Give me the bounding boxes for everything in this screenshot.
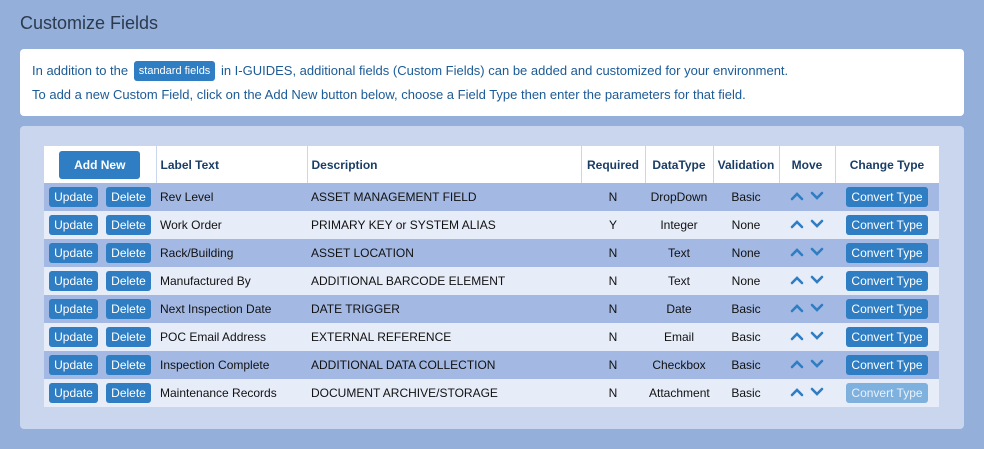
table-row xyxy=(44,351,939,379)
cell-validation: Basic xyxy=(713,323,779,351)
cell-change-type xyxy=(835,351,939,379)
update-button[interactable]: Update xyxy=(49,271,98,291)
chevron-down-icon[interactable] xyxy=(810,275,824,285)
cell-required: N xyxy=(581,295,645,323)
update-button[interactable]: Update xyxy=(49,383,98,403)
update-button[interactable]: Update xyxy=(49,327,98,347)
delete-button[interactable]: Delete xyxy=(106,327,151,347)
header-datatype: DataType xyxy=(645,146,713,183)
table-body xyxy=(44,183,939,407)
header-label-text: Label Text xyxy=(156,146,307,183)
cell-validation: Basic xyxy=(713,351,779,379)
custom-fields-table xyxy=(44,146,940,407)
cell-change-type xyxy=(835,267,939,295)
convert-type-button[interactable]: Convert Type xyxy=(846,215,927,235)
header-description: Description xyxy=(307,146,581,183)
row-actions xyxy=(44,351,156,379)
delete-button[interactable]: Delete xyxy=(106,215,151,235)
cell-description: ASSET LOCATION xyxy=(307,239,581,267)
cell-move xyxy=(779,379,835,407)
cell-label-text: Next Inspection Date xyxy=(156,295,307,323)
table-row xyxy=(44,211,939,239)
info-line-1 xyxy=(32,61,952,85)
delete-button[interactable]: Delete xyxy=(106,187,151,207)
cell-datatype: Text xyxy=(645,267,713,295)
cell-description: ASSET MANAGEMENT FIELD xyxy=(307,183,581,211)
update-button[interactable]: Update xyxy=(49,215,98,235)
chevron-down-icon[interactable] xyxy=(810,219,824,229)
table-row xyxy=(44,267,939,295)
cell-required: N xyxy=(581,379,645,407)
table-header-row xyxy=(44,146,939,183)
cell-required: N xyxy=(581,323,645,351)
add-new-button[interactable]: Add New xyxy=(59,151,140,179)
cell-move xyxy=(779,295,835,323)
cell-datatype: Integer xyxy=(645,211,713,239)
convert-type-button[interactable]: Convert Type xyxy=(846,383,927,403)
table-row xyxy=(44,379,939,407)
cell-description: ADDITIONAL BARCODE ELEMENT xyxy=(307,267,581,295)
info-line-1-suffix: in I-GUIDES, additional fields (Custom Fields) can be added and customized for your environment. xyxy=(220,63,789,78)
cell-description: DATE TRIGGER xyxy=(307,295,581,323)
row-actions xyxy=(44,323,156,351)
chevron-up-icon[interactable] xyxy=(790,359,804,369)
cell-label-text: Rev Level xyxy=(156,183,307,211)
cell-datatype: Email xyxy=(645,323,713,351)
chevron-down-icon[interactable] xyxy=(810,247,824,257)
row-actions xyxy=(44,267,156,295)
cell-change-type xyxy=(835,379,939,407)
cell-validation: None xyxy=(713,267,779,295)
table-row xyxy=(44,239,939,267)
header-required: Required xyxy=(581,146,645,183)
info-panel xyxy=(20,49,964,116)
cell-datatype: DropDown xyxy=(645,183,713,211)
delete-button[interactable]: Delete xyxy=(106,271,151,291)
standard-fields-button[interactable]: standard fields xyxy=(134,61,216,81)
cell-required: N xyxy=(581,183,645,211)
cell-description: PRIMARY KEY or SYSTEM ALIAS xyxy=(307,211,581,239)
header-move: Move xyxy=(779,146,835,183)
table-row xyxy=(44,183,939,211)
row-actions xyxy=(44,295,156,323)
cell-required: Y xyxy=(581,211,645,239)
delete-button[interactable]: Delete xyxy=(106,383,151,403)
update-button[interactable]: Update xyxy=(49,299,98,319)
info-line-2: To add a new Custom Field, click on the Add New button below, choose a Field Type then enter the parameters for that field. xyxy=(32,87,746,102)
chevron-down-icon[interactable] xyxy=(810,331,824,341)
chevron-down-icon[interactable] xyxy=(810,191,824,201)
cell-description: ADDITIONAL DATA COLLECTION xyxy=(307,351,581,379)
cell-datatype: Text xyxy=(645,239,713,267)
cell-datatype: Date xyxy=(645,295,713,323)
update-button[interactable]: Update xyxy=(49,243,98,263)
cell-move xyxy=(779,323,835,351)
cell-required: N xyxy=(581,351,645,379)
cell-label-text: Rack/Building xyxy=(156,239,307,267)
cell-label-text: Work Order xyxy=(156,211,307,239)
cell-validation: Basic xyxy=(713,295,779,323)
cell-move xyxy=(779,211,835,239)
update-button[interactable]: Update xyxy=(49,355,98,375)
delete-button[interactable]: Delete xyxy=(106,355,151,375)
chevron-up-icon[interactable] xyxy=(790,275,804,285)
chevron-up-icon[interactable] xyxy=(790,191,804,201)
row-actions xyxy=(44,239,156,267)
cell-required: N xyxy=(581,267,645,295)
cell-datatype: Attachment xyxy=(645,379,713,407)
chevron-down-icon[interactable] xyxy=(810,359,824,369)
cell-move xyxy=(779,239,835,267)
header-actions xyxy=(44,146,156,183)
cell-label-text: POC Email Address xyxy=(156,323,307,351)
cell-validation: Basic xyxy=(713,183,779,211)
cell-label-text: Maintenance Records xyxy=(156,379,307,407)
cell-change-type xyxy=(835,239,939,267)
convert-type-button[interactable]: Convert Type xyxy=(846,327,927,347)
chevron-up-icon[interactable] xyxy=(790,387,804,397)
chevron-up-icon[interactable] xyxy=(790,331,804,341)
delete-button[interactable]: Delete xyxy=(106,243,151,263)
chevron-up-icon[interactable] xyxy=(790,247,804,257)
cell-description: EXTERNAL REFERENCE xyxy=(307,323,581,351)
convert-type-button[interactable]: Convert Type xyxy=(846,243,927,263)
cell-move xyxy=(779,183,835,211)
custom-fields-panel xyxy=(20,126,964,429)
row-actions xyxy=(44,211,156,239)
table-row xyxy=(44,323,939,351)
cell-change-type xyxy=(835,295,939,323)
cell-change-type xyxy=(835,323,939,351)
cell-label-text: Inspection Complete xyxy=(156,351,307,379)
cell-validation: None xyxy=(713,211,779,239)
row-actions xyxy=(44,379,156,407)
page-title: Customize Fields xyxy=(20,13,159,33)
cell-move xyxy=(779,351,835,379)
convert-type-button[interactable]: Convert Type xyxy=(846,355,927,375)
chevron-down-icon[interactable] xyxy=(810,303,824,313)
cell-validation: None xyxy=(713,239,779,267)
cell-required: N xyxy=(581,239,645,267)
convert-type-button[interactable]: Convert Type xyxy=(846,299,927,319)
chevron-up-icon[interactable] xyxy=(790,303,804,313)
cell-move xyxy=(779,267,835,295)
delete-button[interactable]: Delete xyxy=(106,299,151,319)
update-button[interactable]: Update xyxy=(49,187,98,207)
convert-type-button[interactable]: Convert Type xyxy=(846,271,927,291)
cell-datatype: Checkbox xyxy=(645,351,713,379)
table-row xyxy=(44,295,939,323)
chevron-down-icon[interactable] xyxy=(810,387,824,397)
chevron-up-icon[interactable] xyxy=(790,219,804,229)
cell-change-type xyxy=(835,211,939,239)
convert-type-button[interactable]: Convert Type xyxy=(846,187,927,207)
cell-change-type xyxy=(835,183,939,211)
info-line-1-prefix: In addition to the xyxy=(32,63,129,78)
header-validation: Validation xyxy=(713,146,779,183)
cell-label-text: Manufactured By xyxy=(156,267,307,295)
row-actions xyxy=(44,183,156,211)
cell-description: DOCUMENT ARCHIVE/STORAGE xyxy=(307,379,581,407)
cell-validation: Basic xyxy=(713,379,779,407)
header-change-type: Change Type xyxy=(835,146,939,183)
